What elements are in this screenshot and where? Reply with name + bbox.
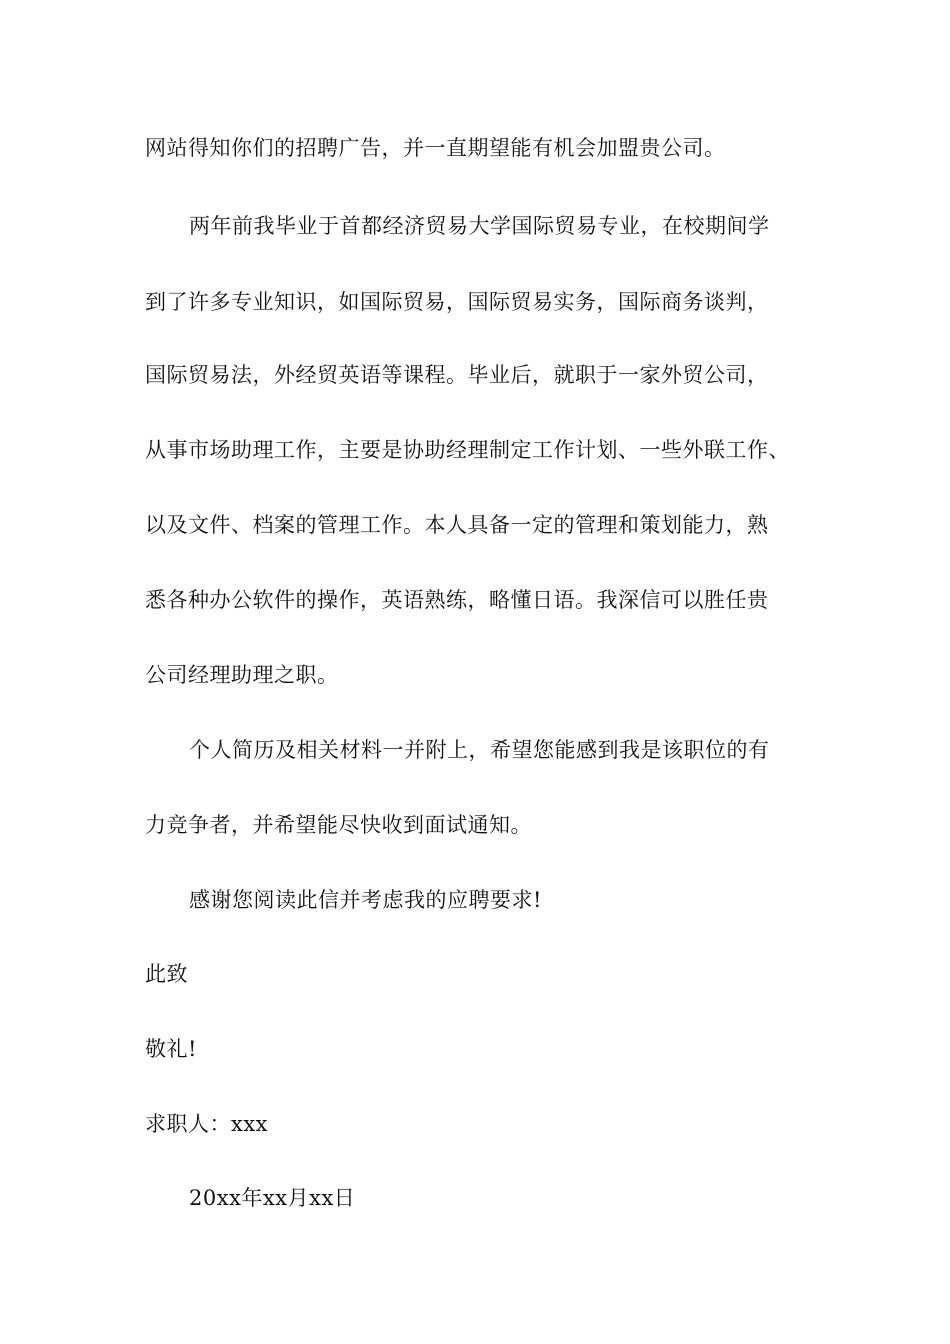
paragraph-2-line-7: 公司经理助理之职。: [145, 663, 339, 687]
paragraph-2-line-4: 从事市场助理工作，主要是协助经理制定工作计划、一些外联工作、: [145, 438, 790, 462]
salutation-jing-li: 敬礼!: [145, 1037, 197, 1061]
paragraph-2-line-1: 两年前我毕业于首都经济贸易大学国际贸易专业，在校期间学: [189, 214, 770, 238]
paragraph-2-line-2: 到了许多专业知识，如国际贸易，国际贸易实务，国际商务谈判，: [145, 290, 769, 314]
paragraph-4-line-1: 感谢您阅读此信并考虑我的应聘要求!: [189, 888, 542, 912]
signature: 求职人：xxx: [145, 1112, 269, 1136]
paragraph-3-line-1: 个人简历及相关材料一并附上，希望您能感到我是该职位的有: [189, 738, 770, 762]
paragraph-3-line-2: 力竞争者，并希望能尽快收到面试通知。: [145, 813, 532, 837]
paragraph-2-line-3: 国际贸易法，外经贸英语等课程。毕业后，就职于一家外贸公司，: [145, 363, 769, 387]
date: 20xx年xx月xx日: [189, 1186, 356, 1210]
paragraph-2-line-5: 以及文件、档案的管理工作。本人具备一定的管理和策划能力，熟: [145, 513, 769, 537]
paragraph-1-line-1: 网站得知你们的招聘广告，并一直期望能有机会加盟贵公司。: [145, 136, 726, 160]
paragraph-2-line-6: 悉各种办公软件的操作，英语熟练，略懂日语。我深信可以胜任贵: [145, 588, 769, 612]
salutation-ci-zhi: 此致: [145, 962, 188, 986]
